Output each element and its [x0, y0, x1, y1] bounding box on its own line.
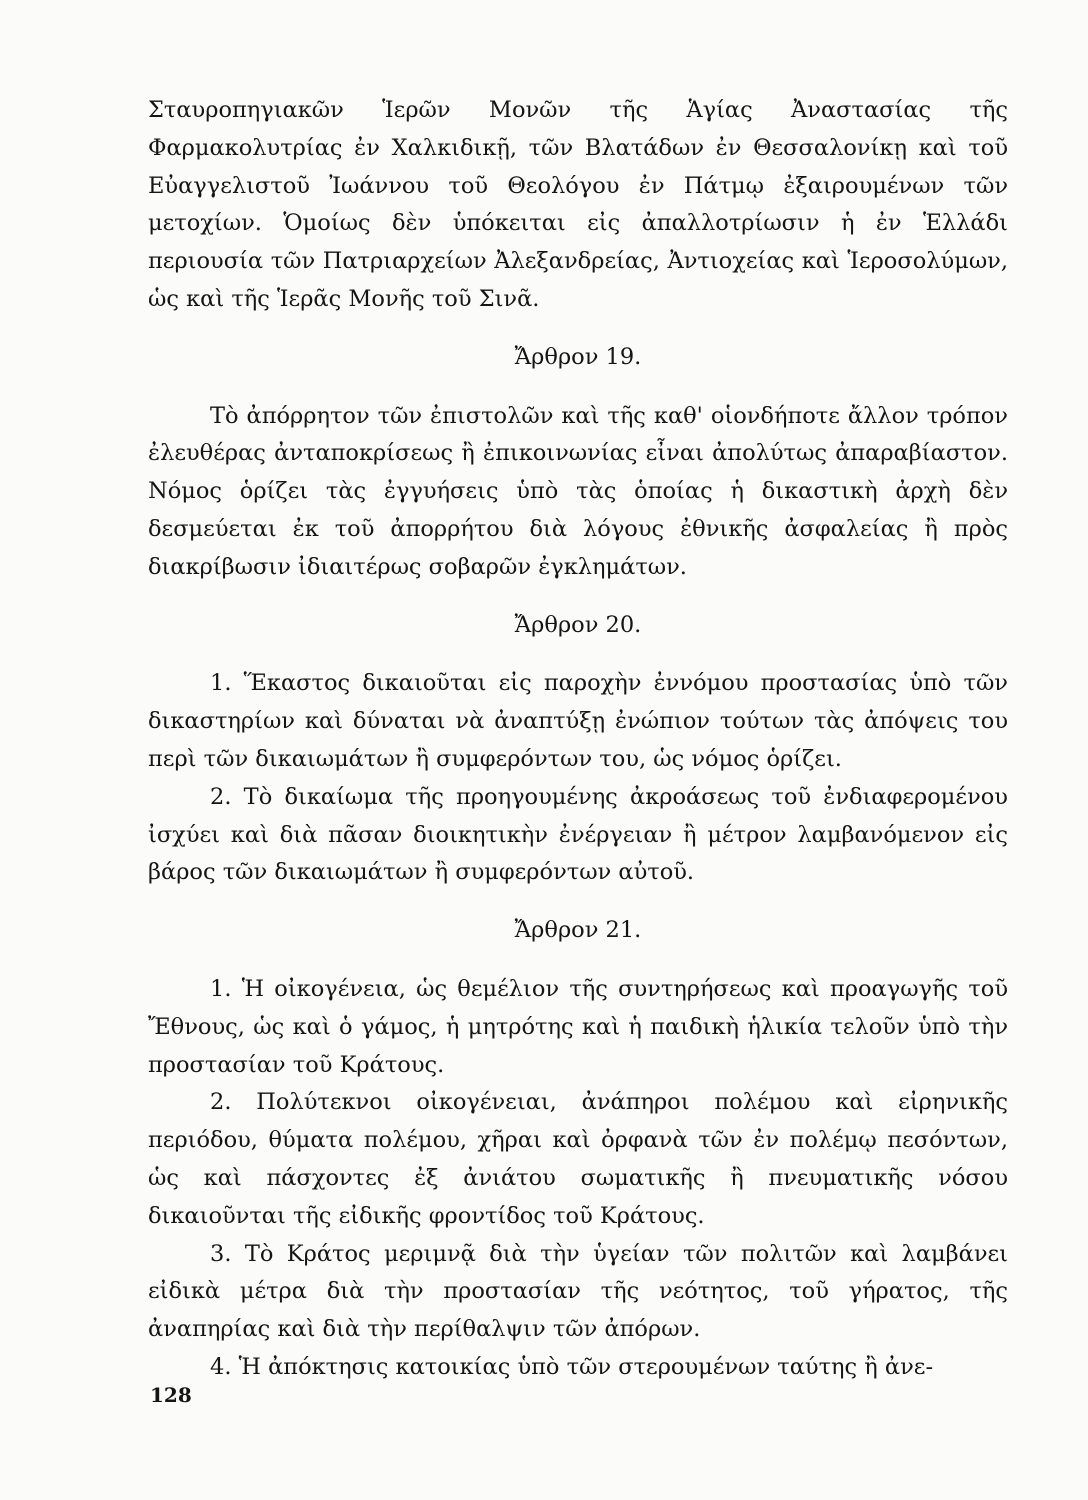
- page-body: [148, 92, 1008, 1387]
- intro-paragraph: Σταυροπηγιακῶν Ἱερῶν Μονῶν τῆς Ἁγίας Ἀναστασίας τῆς Φαρμακολυτρίας ἐν Χαλκιδικῇ, τῶν Βλατάδων ἐν Θεσσαλονίκῃ καὶ τοῦ Εὐαγγελιστοῦ Ἰωάννου τοῦ Θεολόγου ἐν Πάτμῳ ἐξαιρουμένων τῶν μετοχίων. Ὁμοίως δὲν ὑπόκειται εἰς ἀπαλλοτρίωσιν ἡ ἐν Ἑλλάδι περιουσία τῶν Πατριαρχείων Ἀλεξανδρείας, Ἀντιοχείας καὶ Ἱεροσολύμων, ὡς καὶ τῆς Ἱερᾶς Μονῆς τοῦ Σινᾶ.: [148, 97, 1008, 312]
- article-20-paragraph-1: 1. Ἕκαστος δικαιοῦται εἰς παροχὴν ἐννόμου προστασίας ὑπὸ τῶν δικαστηρίων καὶ δύναται νὰ ἀναπτύξῃ ἐνώπιον τούτων τὰς ἀπόψεις του περὶ τῶν δικαιωμάτων ἢ συμφερόντων του, ὡς νόμος ὁρίζει.: [148, 670, 1008, 772]
- article-19-heading: Ἄρθρον 19.: [514, 343, 642, 370]
- page-number: 128: [150, 1383, 192, 1407]
- article-21-paragraph-4: 4. Ἡ ἀπόκτησις κατοικίας ὑπὸ τῶν στερουμένων ταύτης ἢ ἀνε-: [210, 1353, 934, 1380]
- article-21-paragraph-3: 3. Τὸ Κράτος μεριμνᾷ διὰ τὴν ὑγείαν τῶν πολιτῶν καὶ λαμβάνει εἰδικὰ μέτρα διὰ τὴν προστασίαν τῆς νεότητος, τοῦ γήρατος, τῆς ἀναπηρίας καὶ διὰ τὴν περίθαλψιν τῶν ἀπόρων.: [148, 1240, 1008, 1343]
- article-21-heading: Ἄρθρον 21.: [514, 917, 642, 944]
- article-21-paragraph-2: 2. Πολύτεκνοι οἰκογένειαι, ἀνάπηροι πολέμου καὶ εἰρηνικῆς περιόδου, θύματα πολέμου, χῆραι καὶ ὀρφανὰ τῶν ἐν πολέμῳ πεσόντων, ὡς καὶ πάσχοντες ἐξ ἀνιάτου σωματικῆς ἢ πνευματικῆς νόσου δικαιοῦνται τῆς εἰδικῆς φροντίδος τοῦ Κράτους.: [148, 1089, 1008, 1229]
- article-20-heading: Ἄρθρον 20.: [514, 611, 642, 638]
- article-20-paragraph-2: 2. Τὸ δικαίωμα τῆς προηγουμένης ἀκροάσεως τοῦ ἐνδιαφερομένου ἰσχύει καὶ διὰ πᾶσαν διοικητικὴν ἐνέργειαν ἢ μέτρον λαμβανόμενον εἰς βάρος τῶν δικαιωμάτων ἢ συμφερόντων αὐτοῦ.: [148, 783, 1008, 886]
- article-19-text: Τὸ ἀπόρρητον τῶν ἐπιστολῶν καὶ τῆς καθ' οἱονδήποτε ἄλλον τρόπον ἐλευθέρας ἀνταποκρίσεως ἢ ἐπικοινωνίας εἶναι ἀπολύτως ἀπαραβίαστον. Νόμος ὁρίζει τὰς ἐγγυήσεις ὑπὸ τὰς ὁποίας ἡ δικαστικὴ ἀρχὴ δὲν δεσμεύεται ἐκ τοῦ ἀπορρήτου διὰ λόγους ἐθνικῆς ἀσφαλείας ἢ πρὸς διακρίβωσιν ἰδιαιτέρως σοβαρῶν ἐγκλημάτων.: [148, 402, 1008, 580]
- article-21-paragraph-1: 1. Ἡ οἰκογένεια, ὡς θεμέλιον τῆς συντηρήσεως καὶ προαγωγῆς τοῦ Ἔθνους, ὡς καὶ ὁ γάμος, ἡ μητρότης καὶ ἡ παιδικὴ ἡλικία τελοῦν ὑπὸ τὴν προστασίαν τοῦ Κράτους.: [148, 975, 1008, 1078]
